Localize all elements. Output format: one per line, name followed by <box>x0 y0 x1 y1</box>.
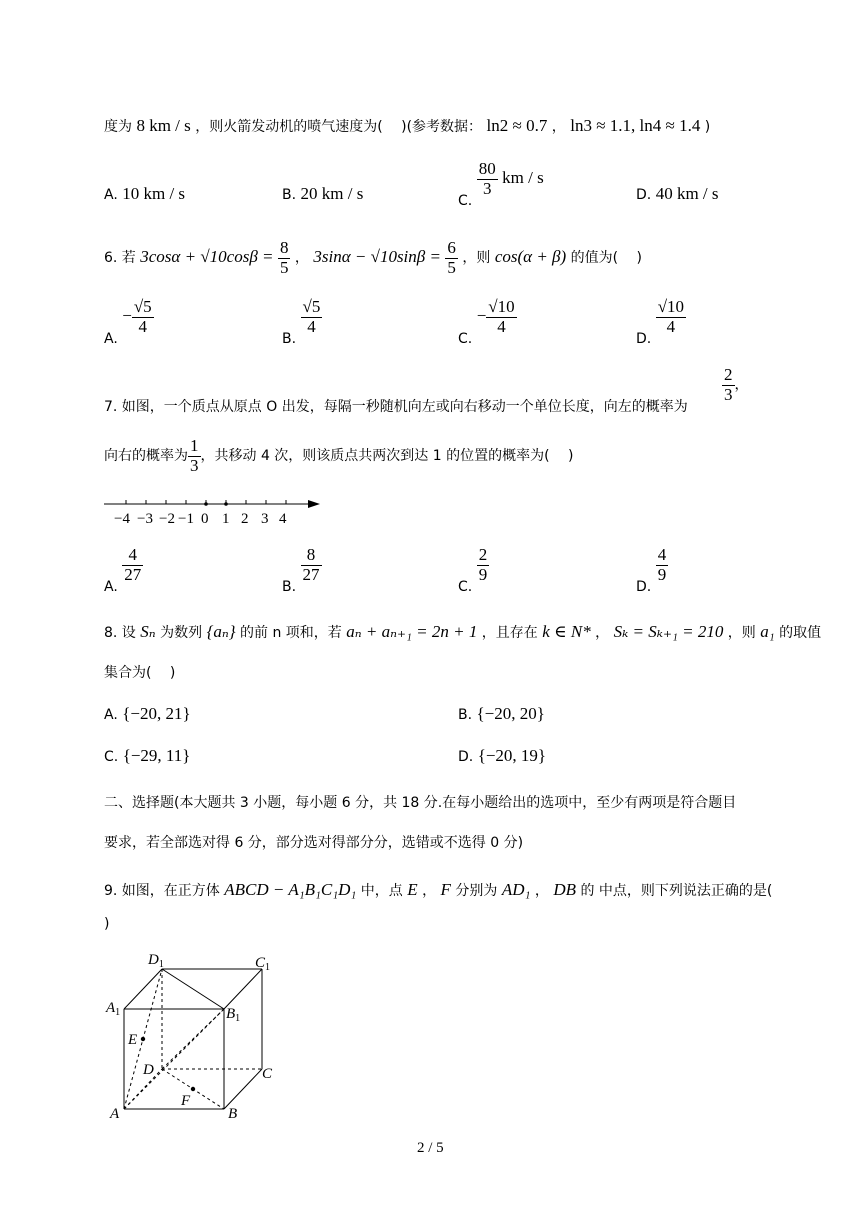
option-fraction <box>301 546 322 584</box>
fraction-denominator: 4 <box>666 316 676 336</box>
q8-k-in-n: k ∈ N* <box>542 622 591 641</box>
option-fraction <box>656 298 686 336</box>
fraction-numerator: 8 <box>279 237 289 257</box>
option-fraction <box>301 298 323 336</box>
q8-a1: a₁ <box>760 622 775 641</box>
q6-number: 6. 若 <box>104 250 136 266</box>
label-d: D <box>143 1062 154 1078</box>
option-label: D. <box>636 579 652 596</box>
q6-frac1 <box>278 239 291 277</box>
edge-b1-c1 <box>224 969 262 1009</box>
fraction-denominator: 3 <box>190 455 199 475</box>
axis-label: 2 <box>241 511 249 527</box>
q6-option-b <box>282 298 322 347</box>
option-sign: − <box>476 306 487 326</box>
q7-option-c <box>458 546 489 595</box>
label-a: A <box>110 1106 120 1122</box>
fraction-numerator: √5 <box>302 297 321 316</box>
label-d1: $D_1$ <box>148 952 164 970</box>
q5-option-c <box>458 160 544 209</box>
q9-point-f: F <box>440 880 451 899</box>
fraction-numerator: √5 <box>133 297 152 316</box>
axis-label: −2 <box>159 511 175 527</box>
number-line-figure <box>100 492 330 532</box>
axis-label: 4 <box>279 511 287 527</box>
q8-option-a <box>104 704 191 724</box>
q7-option-a <box>104 546 143 595</box>
q9-line2: ) <box>104 916 110 932</box>
q8-line1 <box>104 622 821 642</box>
option-unit: km / s <box>502 168 544 188</box>
q5-prefix: 度为 <box>104 119 132 135</box>
q5-speed: 8 km / s <box>136 116 191 135</box>
q8-number: 8. 设 <box>104 625 136 641</box>
q8-text: 的取值 <box>779 625 822 641</box>
fraction-numerator: 4 <box>657 545 667 564</box>
fraction-denominator: 4 <box>307 316 316 336</box>
fraction-numerator: 1 <box>190 435 199 455</box>
q9-text: ， <box>534 883 549 899</box>
q8-sk: Sₖ = Sₖ₊₁ = 210 <box>613 622 724 641</box>
q8-sn: Sₙ <box>140 622 156 641</box>
option-label: C. <box>458 193 473 210</box>
option-sign: − <box>122 306 132 326</box>
q7-option-b <box>282 546 322 595</box>
axis-label: −1 <box>178 511 194 527</box>
axis-label: −3 <box>137 511 153 527</box>
label-f: F <box>181 1093 191 1109</box>
axis-label: 1 <box>222 511 230 527</box>
edge-b-c <box>224 1069 262 1109</box>
option-label: A. <box>104 579 118 596</box>
option-value: {−20, 20} <box>476 704 545 723</box>
q8-an: {aₙ} <box>206 622 236 641</box>
fraction-denominator: 27 <box>124 564 142 584</box>
label-a1: $A_1$ <box>106 1000 121 1018</box>
point-f-dot <box>191 1087 195 1091</box>
option-label: D. <box>636 331 652 348</box>
option-label: D. <box>636 187 652 203</box>
q8-line2: 集合为( ) <box>104 665 176 681</box>
q6-option-a <box>104 298 154 347</box>
option-label: D. <box>458 749 474 765</box>
q9-text: 的 <box>580 883 595 899</box>
q6-line <box>104 236 642 279</box>
q8-text: ， <box>595 625 610 641</box>
q9-ad1: AD₁ <box>501 880 531 899</box>
option-label: B. <box>458 707 473 723</box>
section2-line2: 要求，若全部选对得 6 分，部分选对得部分分，选错或不选得 0 分) <box>104 835 524 851</box>
option-label: B. <box>282 331 297 348</box>
q5-option-a <box>104 184 185 204</box>
q8-option-c <box>104 746 190 766</box>
q7-line2 <box>104 436 574 476</box>
option-value: {−29, 11} <box>122 746 191 765</box>
fraction-numerator: 2 <box>724 365 733 384</box>
fraction-numerator: √10 <box>657 297 685 316</box>
q7-line2-rest: ，共移动 4 次，则该质点共两次到达 1 的位置的概率为( ) <box>200 448 574 464</box>
option-value: 10 km / s <box>122 184 186 203</box>
q7-line2-prefix: 向右的概率为 <box>104 448 188 464</box>
option-value: {−20, 19} <box>477 746 547 765</box>
q5-line <box>104 116 710 136</box>
cube-figure <box>100 948 290 1126</box>
q6-expr2: 3sinα − √10sinβ = <box>313 247 441 266</box>
fraction-numerator: 4 <box>122 546 143 566</box>
q7-p-left <box>722 366 749 404</box>
fraction-denominator: 9 <box>478 564 488 584</box>
point-one-dot <box>224 502 228 506</box>
comma: ， <box>734 377 749 394</box>
fraction-denominator: 3 <box>482 178 492 198</box>
q9-text: 中，点 <box>360 883 403 899</box>
q8-relation: aₙ + aₙ₊₁ = 2n + 1 <box>346 622 478 641</box>
q9-number: 9. 如图，在正方体 <box>104 883 220 899</box>
fraction-denominator: 4 <box>138 316 147 336</box>
option-fraction <box>132 298 154 336</box>
q9-text: 分别为 <box>455 883 498 899</box>
axis-label: 3 <box>261 511 269 527</box>
point-e-dot <box>141 1037 145 1041</box>
hidden-diag-a-b1 <box>124 1009 224 1109</box>
q9-text: 中点，则下列说法正确的是( <box>598 883 773 899</box>
option-value: 20 km / s <box>300 184 364 203</box>
option-label: B. <box>282 579 297 596</box>
label-c1: $C_1$ <box>255 955 271 973</box>
q5-close: ) <box>704 119 711 135</box>
option-value: 40 km / s <box>655 184 719 203</box>
q9-text: ， <box>422 883 437 899</box>
fraction-numerator: 80 <box>478 159 496 178</box>
q6-option-c <box>458 298 517 347</box>
q5-option-b <box>282 184 363 204</box>
q5-ref1: ln2 ≈ 0.7 <box>486 116 548 135</box>
edge-a1-d1 <box>124 969 162 1009</box>
fraction-denominator: 27 <box>302 564 320 584</box>
option-label: C. <box>458 331 473 348</box>
q6-expr3: cos(α + β) <box>494 247 567 266</box>
fraction-denominator: 9 <box>657 564 667 584</box>
q9-cube: ABCD − A₁B₁C₁D₁ <box>224 880 357 899</box>
fraction-denominator: 5 <box>279 257 289 277</box>
q6-expr1: 3cosα + √10cosβ = <box>140 247 274 266</box>
q6-then: ，则 <box>462 250 491 266</box>
q8-option-d <box>458 746 546 766</box>
q7-p-right <box>188 437 201 475</box>
fraction-numerator: 2 <box>478 545 488 564</box>
option-value: {−20, 21} <box>122 704 191 723</box>
fraction-denominator: 5 <box>447 257 456 277</box>
option-fraction <box>477 160 498 198</box>
origin-dot <box>204 502 208 506</box>
option-label: A. <box>104 707 118 723</box>
fraction-denominator: 4 <box>497 316 506 336</box>
fraction-numerator: 6 <box>447 237 456 257</box>
label-e: E <box>128 1032 138 1048</box>
q6-option-d <box>636 298 686 347</box>
fraction-denominator: 3 <box>724 384 733 404</box>
number-line-arrow <box>308 500 320 508</box>
q5-mid: ，则火箭发动机的喷气速度为( )(参考数据： <box>195 119 483 135</box>
q7-option-d <box>636 546 668 595</box>
q9-point-e: E <box>407 880 418 899</box>
q6-tail: 的值为( ) <box>570 250 643 266</box>
q6-comma: ， <box>294 250 309 266</box>
hidden-diag-d-b1 <box>162 1009 224 1069</box>
q8-text: ，且存在 <box>481 625 538 641</box>
q8-text: ，则 <box>727 625 756 641</box>
q8-option-b <box>458 704 545 724</box>
label-c: C <box>262 1066 273 1082</box>
q5-sep: ， <box>551 119 566 135</box>
q9-db: DB <box>553 880 576 899</box>
q5-ref2: ln3 ≈ 1.1, ln4 ≈ 1.4 <box>570 116 701 135</box>
section2-line1: 二、选择题(本大题共 3 小题，每小题 6 分，共 18 分.在每小题给出的选项中，至少有两项是符合题目 <box>104 795 737 811</box>
option-fraction <box>477 546 490 584</box>
option-fraction <box>486 298 516 336</box>
q6-frac2 <box>445 239 458 277</box>
q7-line1: 7. 如图，一个质点从原点 O 出发，每隔一秒随机向左或向右移动一个单位长度，向左的概率为 <box>104 399 688 415</box>
option-label: C. <box>458 579 473 596</box>
page-number: 2 / 5 <box>417 1140 444 1156</box>
axis-label: −4 <box>114 511 130 527</box>
option-label: B. <box>282 187 297 203</box>
fraction <box>722 366 735 404</box>
q8-text: 的前 n 项和，若 <box>240 625 342 641</box>
option-fraction <box>122 546 143 584</box>
option-label: A. <box>104 331 118 348</box>
q8-text: 为数列 <box>160 625 203 641</box>
fraction-numerator: 8 <box>301 546 322 566</box>
label-b: B <box>228 1106 238 1122</box>
edge-d1-b1 <box>162 969 224 1009</box>
label-b1: $B_1$ <box>226 1006 241 1024</box>
fraction-numerator: √10 <box>488 297 515 316</box>
option-fraction <box>656 546 669 584</box>
option-label: A. <box>104 187 118 203</box>
option-label: C. <box>104 749 119 765</box>
axis-label: 0 <box>201 511 209 527</box>
q5-option-d <box>636 184 719 204</box>
q9-line1 <box>104 880 772 900</box>
